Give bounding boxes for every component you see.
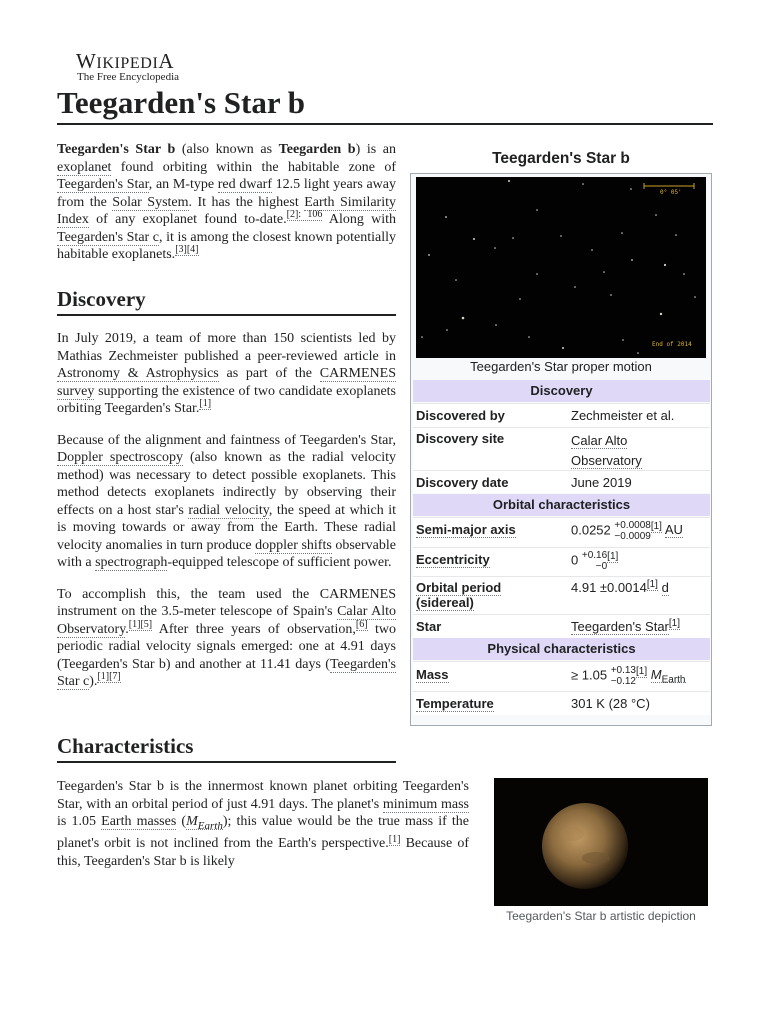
infobox-section-physical: Physical characteristics (413, 638, 710, 660)
link-minimum-mass[interactable]: minimum mass (382, 796, 469, 812)
link-eccentricity[interactable]: Eccentricity (416, 552, 490, 567)
row-orbital-period: Orbital period (sidereal) 4.91 ±0.0014[1] d (413, 576, 710, 614)
heading-characteristics-rule (57, 761, 396, 763)
link-doppler-shifts[interactable]: doppler shifts (255, 537, 332, 553)
wikipedia-wordmark[interactable]: WIKIPEDIA (76, 49, 175, 73)
citation-2[interactable]: [2]: 106 (286, 209, 323, 221)
heading-discovery: Discovery (57, 287, 146, 311)
link-solar-system[interactable]: Solar System (112, 194, 189, 210)
row-star: Star Teegarden's Star[1] (413, 614, 710, 638)
infobox-title: Teegarden's Star b (492, 150, 630, 167)
planet-illustration (494, 778, 708, 906)
link-earth-mass-unit[interactable]: $M_{Earth}$ (650, 667, 686, 687)
row-eccentricity: Eccentricity 0 +0.16 −0[1] (413, 547, 710, 576)
citation-1-7[interactable]: [1][7] (97, 671, 121, 683)
link-doppler-spectroscopy[interactable]: Doppler spectroscopy (57, 450, 183, 465)
citation-3-4[interactable]: [3][4] (175, 244, 199, 256)
proper-motion-image[interactable] (416, 177, 706, 358)
link-earth-similarity-index[interactable]: Earth Similarity Index (57, 194, 396, 227)
link-carmenes-survey[interactable]: CARMENES survey (57, 366, 396, 399)
citation-6[interactable]: [6] (355, 618, 368, 630)
link-earth-masses[interactable]: Earth masses (101, 814, 177, 829)
infobox-section-discovery: Discovery (413, 380, 710, 402)
scale-label: 0° 05' (660, 189, 682, 196)
link-teegardens-star[interactable]: Teegarden's Star (57, 177, 149, 192)
artistic-depiction-image[interactable] (494, 778, 708, 906)
page-title: Teegarden's Star b (57, 85, 306, 120)
heading-characteristics: Characteristics (57, 734, 194, 758)
discovery-body (57, 330, 396, 705)
link-orbital-period[interactable]: Orbital period (sidereal) (416, 580, 502, 610)
link-astronomy-astrophysics[interactable]: Astronomy & Astrophysics (57, 366, 219, 381)
citation-1-5[interactable]: [1][5] (128, 618, 153, 630)
link-day-unit[interactable]: d (661, 580, 669, 595)
link-au[interactable]: AU (664, 522, 683, 538)
row-discovery-date: Discovery date June 2019 (413, 470, 710, 493)
link-exoplanet[interactable]: exoplanet (57, 159, 112, 175)
wikipedia-tagline: The Free Encyclopedia (77, 71, 180, 83)
citation-infobox-1d[interactable]: [1] (668, 617, 680, 629)
row-discovered-by: Discovered by Zechmeister et al. (413, 403, 710, 427)
planet-shape (542, 803, 628, 889)
intro-paragraph: Teegarden's Star b (also known as Teegarden b) is an exoplanet found orbiting within the habitable zone of Teegarden's Star, an M-type red dwarf 12.5 light years away from the Solar System. It has the highest Earth Similarity Index of any exoplanet found to-date.$^{[2]: 106}$ Along with Teegarden's Star c, it is among the closest known potentially habitable exoplanets.[3][4] (57, 142, 396, 262)
infobox-section-orbital: Orbital characteristics (413, 494, 710, 516)
link-teegardens-star-c-2[interactable]: Teegarden's Star c (57, 656, 396, 689)
citation-1-b[interactable]: [1] (388, 833, 401, 845)
end-label: End of 2014 (652, 341, 692, 348)
link-infobox-star[interactable]: Teegarden's Star (571, 619, 669, 634)
link-mass[interactable]: Mass (416, 667, 449, 682)
row-discovery-site: Discovery site Calar Alto Observatory (413, 427, 710, 470)
row-semi-major-axis: Semi-major axis 0.0252 +0.0008 −0.0009[1] AU (413, 517, 710, 547)
discovery-paragraph-2: Because of the alignment and faintness of Teegarden's Star, Doppler spectroscopy (also known as the radial velocity method) was necessary to detect possible exoplanets. This method detects exoplanets indirectly by observing their effects on a host star's radial velocity, the speed at which it is moving towards or away from the Earth. These radial velocity anomalies in turn produce doppler shifts observable with a spectrograph-equipped telescope of sufficient power. (57, 432, 396, 570)
row-mass: Mass ≥ 1.05 +0.13 −0.12[1] $M_{Earth}$ (413, 661, 710, 691)
link-calar-alto-observatory[interactable]: Calar Alto Observatory (57, 604, 397, 637)
link-semi-major-axis[interactable]: Semi-major axis (416, 522, 516, 537)
link-temperature[interactable]: Temperature (416, 696, 494, 711)
link-spectrograph[interactable]: spectrograph (95, 555, 168, 570)
citation-infobox-1e[interactable]: [1] (636, 666, 648, 678)
link-infobox-calar-alto[interactable]: Calar Alto Observatory (571, 433, 642, 468)
row-temperature: Temperature 301 K (28 °C) (413, 691, 710, 715)
link-earth-mass-symbol[interactable]: $M_{Earth}$ (186, 814, 223, 832)
citation-infobox-1c[interactable]: [1] (646, 578, 658, 590)
link-radial-velocity[interactable]: radial velocity (188, 502, 269, 518)
characteristics-paragraph: Teegarden's Star b is the innermost known planet orbiting Teegarden's Star, with an orbital period of just 4.91 days. The planet's minimum mass is 1.05 Earth masses $(M_{Earth})$; this value would be the true mass if the planet's orbit is not inclined from the Earth's perspective.[1] Because of this, Teegarden's Star b is likely (57, 779, 470, 869)
link-teegardens-star-c[interactable]: Teegarden's Star c (57, 229, 159, 245)
title-divider (57, 123, 713, 125)
citation-1[interactable]: [1] (199, 398, 212, 410)
star-field (416, 177, 706, 358)
artistic-depiction-caption: Teegarden's Star b artistic depiction (506, 909, 696, 923)
heading-discovery-rule (57, 314, 396, 316)
infobox-image-caption: Teegarden's Star proper motion (470, 359, 652, 374)
citation-infobox-1a[interactable]: [1] (650, 521, 662, 533)
link-red-dwarf[interactable]: red dwarf (217, 177, 272, 192)
citation-infobox-1b[interactable]: [1] (607, 551, 619, 563)
discovery-paragraph-3: To accomplish this, the team used the CARMENES instrument on the 3.5-meter telescope of Spain's Calar Alto Observatory.[1][5] After three years of observation,[6] two periodic radial velocity signals emerged: one at 4.91 days (Teegarden's Star b) and another at 11.41 days (Teegarden's Star c).[1][7] (57, 586, 397, 689)
discovery-paragraph-1: In July 2019, a team of more than 150 scientists led by Mathias Zechmeister published a peer-reviewed article in Astronomy & Astrophysics as part of the CARMENES survey supporting the existence of two candidate exoplanets orbiting Teegarden's Star.[1] (57, 331, 396, 416)
